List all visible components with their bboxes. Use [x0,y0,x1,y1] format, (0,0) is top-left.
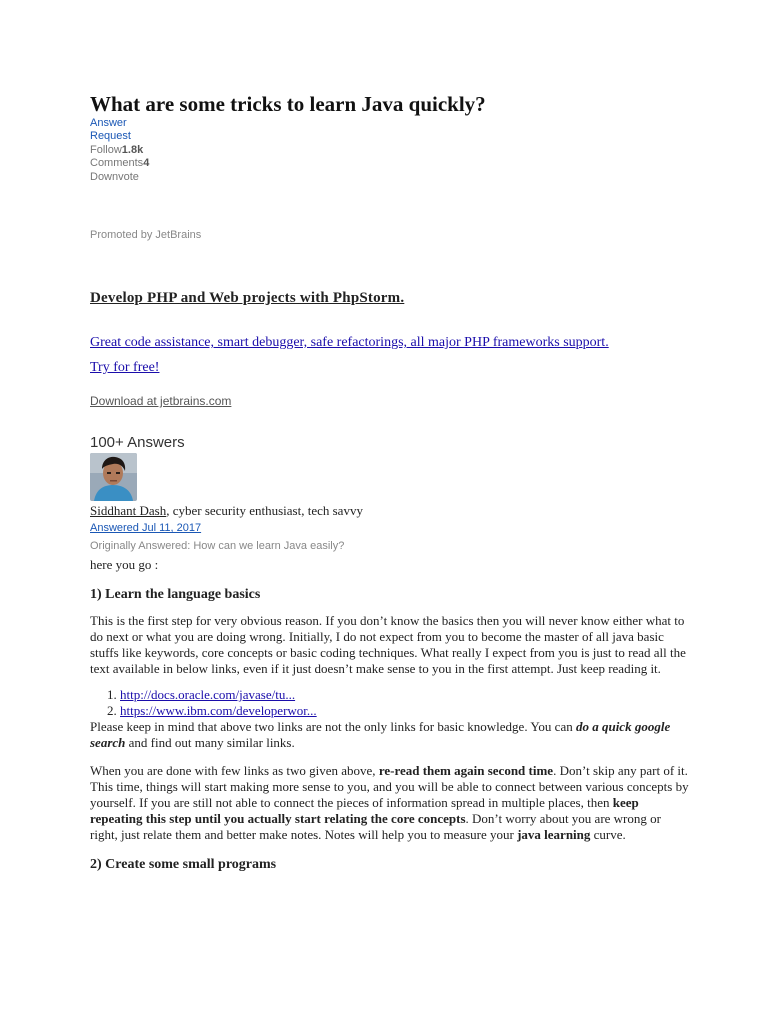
paragraph-2-text-end: and find out many similar links. [125,735,295,750]
author-name-link[interactable]: Siddhant Dash [90,503,167,518]
ad-title-link[interactable]: Develop PHP and Web projects with PhpStorm. [90,290,405,306]
follow-count: 1.8k [121,144,144,156]
list-item [120,687,690,703]
answers-count: 100+ Answers [90,434,185,451]
ad-cta-link[interactable]: Try for free! [90,360,160,375]
comments-label: Comments [90,157,144,169]
p3-text-a: When you are done with few links as two given above, [90,763,379,778]
question-title: What are some tricks to learn Java quickly? [90,92,486,116]
comments-count: 4 [143,157,150,169]
p3-text-e: curve. [590,827,626,842]
follow-label: Follow [90,144,122,156]
downvote-button[interactable]: Downvote [90,171,139,183]
section1-paragraph: This is the first step for very obvious reason. If you don’t know the basics then you will never know either what to do next or what you are doing wrong. Initially, I do not expect from you to become the master of all java basic stuffs like keywords, core concepts or basic coding techniques. What really I expect from you is just to read all the text available in below links, even if it just doesn’t make sense to you in the first attempt. Just keep reading it. [90,613,686,676]
paragraph-2-text: Please keep in mind that above two links are not the only links for basic knowledge. You can [90,719,576,734]
paragraph-2 [90,719,690,751]
link-ibm-developerworks[interactable]: https://www.ibm.com/developerwor... [120,703,317,718]
list-item [120,703,690,719]
links-list [90,687,690,719]
originally-answered: Originally Answered: How can we learn Java easily? [90,540,345,552]
p3-text-c: . Don’t skip any part of it. This time, things will start making more sense to you, and you will be able to connect between various concepts by yourself. If you are still not able to connect the pieces of information spread in multiple places, then [90,763,689,810]
answer-button[interactable]: Answer [90,117,127,129]
answered-date-link[interactable]: Answered Jul 11, 2017 [90,522,202,534]
ad-body-link[interactable]: Great code assistance, smart debugger, safe refactorings, all major PHP frameworks support. [90,335,609,350]
answer-content [90,557,690,873]
avatar[interactable] [90,453,137,501]
ad-source-link[interactable]: Download at jetbrains.com [90,394,232,408]
section1-heading: 1) Learn the language basics [90,587,261,602]
p3-bold-3: java learning [517,827,591,842]
p3-text-d: . Don’t worry about you are wrong or right, just relate them and better make notes. Notes will help you to measure your [90,811,661,842]
link-oracle-docs[interactable]: http://docs.oracle.com/javase/tu... [120,687,296,702]
answer-intro: here you go : [90,557,159,572]
paragraph-2-emphasis: do a quick google search [90,719,671,750]
request-button[interactable]: Request [90,130,131,142]
answer-author [90,503,363,519]
p3-bold-1: re-read them again second time [378,763,554,778]
avatar-photo-icon [90,453,137,501]
follow-button[interactable] [90,144,143,156]
promoted-label: Promoted by JetBrains [90,229,202,241]
p3-bold-2: keep repeating this step until you actually start relating the core concepts [90,795,639,826]
comments-button[interactable] [90,157,149,169]
author-bio: , cyber security enthusiast, tech savvy [166,503,363,518]
paragraph-3 [90,763,690,843]
section2-heading: 2) Create some small programs [90,857,277,872]
